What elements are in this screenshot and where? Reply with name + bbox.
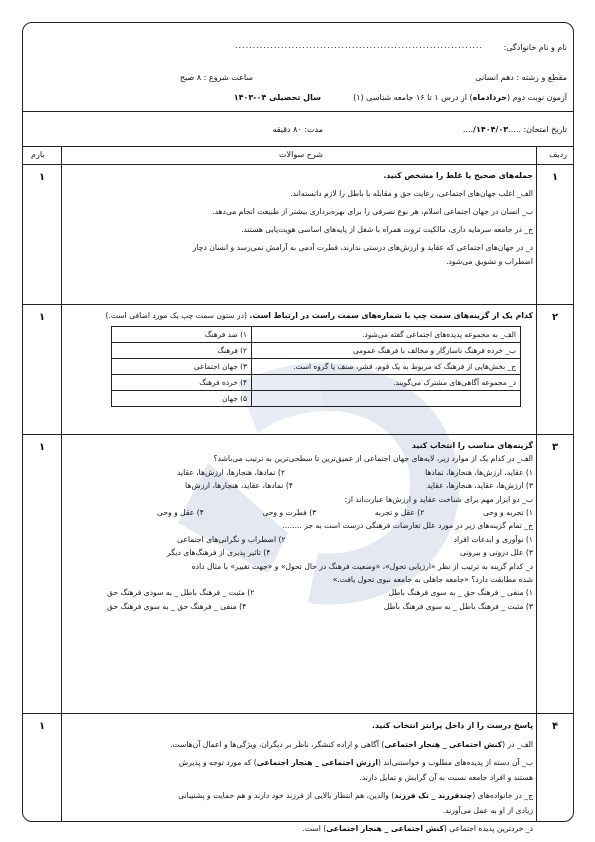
option: ۲) نمادها، هنجارها، ارزش‌ها، عقاید [177, 467, 285, 477]
matching-statement: د_ مجموعه آگاهی‌های مشترک می‌گویند. [252, 375, 521, 391]
question-1-title: جمله‌های صحیح یا غلط را مشخص کنید. [383, 171, 533, 180]
exam-month: خردادماه [472, 93, 508, 102]
matching-statement: ج_ بخش‌هایی از فرهنگ که مربوط به یک قوم، قشر، صنف یا گروه است. [252, 359, 521, 375]
matching-table [111, 326, 521, 407]
question-1-item: الف_ اغلب جهان‌های اجتماعی، رعایت حق و مقابله با باطل را لازم دانسته‌اند. [290, 189, 533, 198]
option: ۳) علل درونی و بیرونی [459, 548, 533, 558]
option: ۳) ارزش‌ها، عقاید، هنجارها، عقاید [426, 481, 533, 491]
col-divider-row [536, 146, 537, 821]
option: ۱) منفی _ فرهنگ حق _ به سوی فرهنگ باطل [388, 588, 533, 598]
matching-option: ۳) جهان اجتماعی [112, 359, 252, 375]
question-score-4: ۱ [38, 721, 46, 732]
matching-statement [252, 391, 521, 407]
exam-duration: مدت: ۸۰ دقیقه [272, 125, 323, 134]
column-header-score: بارم [31, 150, 45, 159]
question-3a: الف_ در کدام یک از موارد زیر، لایه‌های جهان اجتماعی از عمیق‌ترین تا سطحی‌ترین به ترتیب می‌باشد؟ [213, 454, 533, 464]
matching-option: ۵) جهان [112, 391, 252, 407]
matching-option: ۴) خرده فرهنگ [112, 375, 252, 391]
question-3 [67, 439, 533, 613]
question-4 [67, 718, 533, 836]
student-name-field[interactable]: ...................................................................... [234, 41, 483, 50]
table-row [112, 375, 521, 391]
option: ۴) منفی _ فرهنگ حق _ به سوی فرهنگ حق [107, 601, 247, 611]
question-3d-options [67, 586, 533, 599]
question-4c: ج_ در خانواده‌های (چندفرزند _ تک فرزند) والدین، هم انتظار بالایی از فرزند خود دارند و هم حمایت و پشتیبانی [178, 791, 533, 800]
question-3c-options [67, 546, 533, 559]
option: ۴) عقل و وحی [157, 508, 204, 518]
question-score-2: ۱ [38, 312, 46, 323]
exam-title: آزمون نوبت دوم (خردادماه) از درس ۱ تا ۱۶ جامعه شناسی (۱) [353, 93, 567, 102]
questions-table [23, 146, 573, 833]
question-3c-options [67, 533, 533, 546]
question-1-item: ج_ در جامعه سرمایه داری، مالکیت ثروت همراه با شغل از پایه‌های اساسی هویت‌یابی هستند. [241, 225, 533, 234]
option: ۲) عقل و تجربه [374, 508, 425, 518]
exam-date: تاریخ امتحان: .....۱۴۰۴/۰۳/.... [462, 125, 567, 134]
option: ۴) نمادها، عقاید، هنجارها، ارزش‌ها [185, 481, 293, 491]
question-3b-options [67, 506, 533, 519]
question-score-1: ۱ [38, 172, 46, 183]
question-1-item: اضطراب و تشویق می‌شود. [446, 257, 533, 266]
header-divider [23, 111, 573, 112]
question-4a: الف_ در (کنش اجتماعی _ هنجار اجتماعی) آگاهی و اراده کنشگر، ناظر بر دیگران، ویژگی‌ها و اعمال آن‌هاست. [170, 740, 533, 749]
choice: ارزش اجتماعی _ هنجار اجتماعی [256, 758, 378, 767]
column-header-row: ردیف [549, 150, 567, 159]
option: ۱) عقاید، ارزش‌ها، هنجارها، نمادها [425, 467, 533, 477]
question-score-3: ۱ [38, 442, 46, 453]
option: ۳) فطرت و وحی [262, 508, 317, 518]
school-year: سال تحصیلی ۰۴-۱۴۰۳ [233, 93, 321, 102]
matching-statement: ب_ خرده فرهنگ ناسازگار و مخالف با فرهنگ عمومی [252, 343, 521, 359]
choice: کنش اجتماعی _ هنجار اجتماعی [326, 824, 444, 833]
option: ۳) مثبت _ فرهنگ باطل _ به سوی فرهنگ باطل [383, 601, 533, 611]
option: ۲) مثبت _ فرهنگ باطل _ به سودی فرهنگ حق [107, 588, 255, 598]
question-4b-cont: هستند و افراد جامعه نسبت به آن گرایش و تمایل دارند. [359, 773, 533, 782]
col-divider-score [61, 146, 62, 821]
question-2-title: کدام یک از گزینه‌های سمت چپ با شماره‌های سمت راست در ارتباط است. [249, 311, 533, 320]
question-1-item: ب_ انسان در جهان اجتماعی اسلام، هر نوع تصرفی را برای بهره‌برداری بیشتر از طبیعت انجام می‌دهد. [212, 207, 533, 216]
question-4c-cont: زیادی از او به عمل می‌آورند. [442, 806, 533, 815]
table-row [112, 343, 521, 359]
table-row [112, 391, 521, 407]
matching-option: ۲) فرهنگ [112, 343, 252, 359]
question-1-item: د_ در جهان‌های اجتماعی که عقاید و ارزش‌های درستی ندارند، فطرت آدمی به آرامش نمی‌رسد و انسان دچار [192, 243, 533, 252]
table-row [112, 327, 521, 343]
question-1 [67, 169, 533, 269]
grade-label: مقطع و رشته : دهم انسانی [475, 73, 567, 82]
question-number-4: ۴ [551, 721, 559, 732]
question-number-1: ۱ [551, 172, 559, 183]
question-3b: ب_ دو ابزار مهم برای شناخت عقاید و ارزش‌ها عبارت‌اند از: [344, 494, 533, 504]
matching-option: ۱) ضد فرهنگ [112, 327, 252, 343]
question-3a-options [67, 466, 533, 479]
start-time: ساعت شروع : ۸ صبح [179, 73, 253, 82]
question-number-2: ۲ [551, 312, 559, 323]
question-3d: د_ کدام گزینه به ترتیب از نظر «ارزیابی تحول»، «وضعیت فرهنگ در حال تحول» و «جهت تغییر» با مثال داده [191, 561, 533, 571]
question-3a-options [67, 479, 533, 492]
question-2 [67, 309, 533, 323]
student-name-label: نام و نام خانوادگی: [503, 43, 567, 52]
choice: چندفرزند _ تک فرزند [394, 791, 473, 800]
question-4b: ب_ آن دسته از پدیده‌های مطلوب و خواستنی‌اند (ارزش اجتماعی _ هنجار اجتماعی) که مورد توجه و پذیرش [178, 758, 533, 767]
option: ۱) تجربه و وحی [482, 508, 533, 518]
choice: کنش اجتماعی _ هنجار اجتماعی [384, 740, 503, 749]
question-4-title: پاسخ درست را از داخل پرانتز انتخاب کنید. [371, 721, 533, 730]
question-3d-cont: شده مطابقت دارد؟ «جامعه جاهلی به جامعه نبوی تحول یافت.» [332, 575, 533, 585]
question-2-note: (در ستون سمت چپ یک مورد اضافی است.) [105, 311, 247, 320]
exam-sheet [22, 22, 574, 833]
option: ۱) نوآوری و ابدعات افراد [453, 534, 533, 544]
question-4d: د_ خردترین پدیده اجتماعی (کنش اجتماعی _ هنجار اجتماعی) است. [302, 824, 533, 833]
question-3d-options [67, 600, 533, 613]
question-number-3: ۳ [551, 442, 559, 453]
question-3c: ج_ تمام گزینه‌های زیر در مورد علل تعارضات فرهنگی درست است به جز ........ [282, 521, 533, 531]
column-header-questions: شرح سوالات [279, 150, 323, 159]
question-3-title: گزینه‌های مناسب را انتخاب کنید [411, 441, 533, 450]
option: ۴) تاثیر پذیری از فرهنگ‌های دیگر [167, 548, 271, 558]
table-row [112, 359, 521, 375]
option: ۲) اضطراب و نگرانی‌های اجتماعی [177, 534, 286, 544]
matching-statement: الف_ به مجموعه پدیده‌های اجتماعی گفته می‌شود. [252, 327, 521, 343]
